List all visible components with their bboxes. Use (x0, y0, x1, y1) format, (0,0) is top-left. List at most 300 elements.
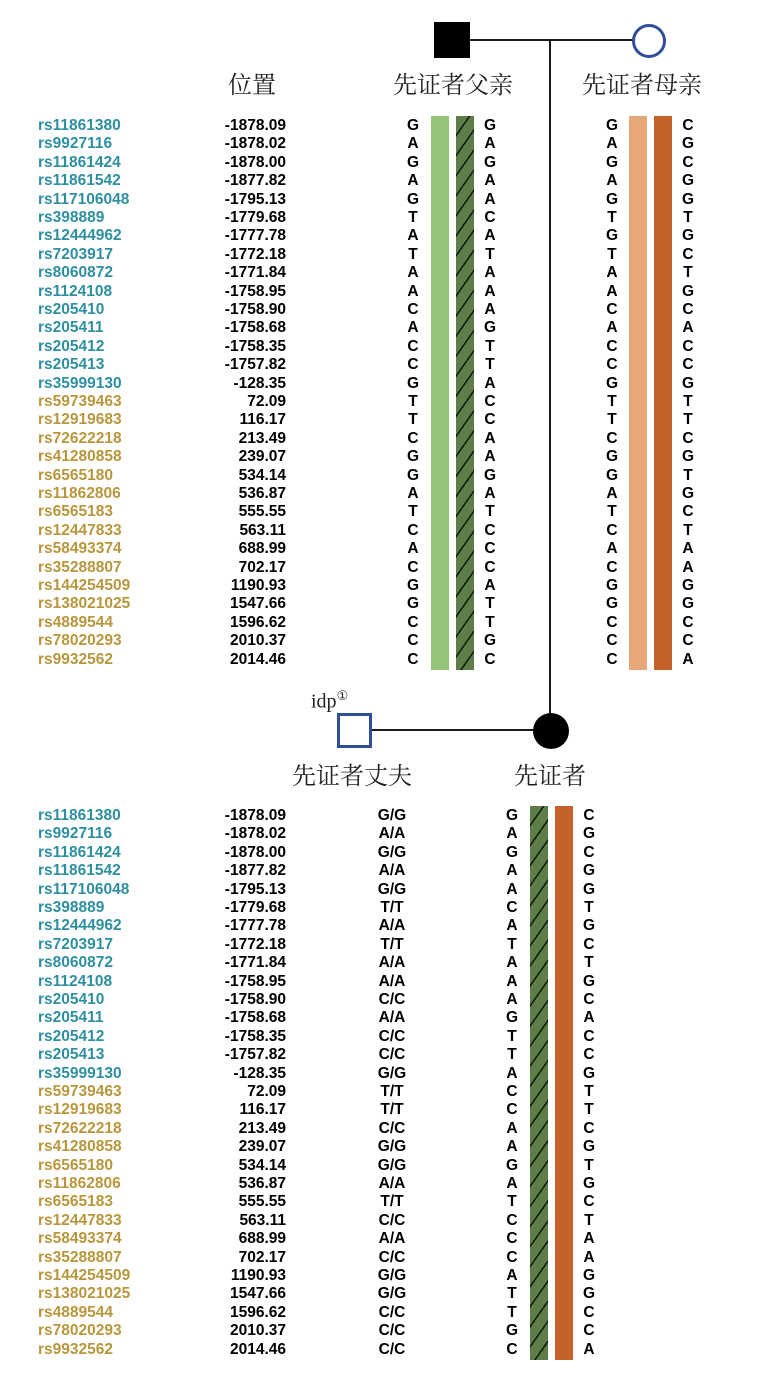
position-value: 688.99 (238, 1230, 286, 1248)
mother-allele-1: C (606, 521, 618, 539)
table-row (0, 844, 760, 862)
position-value: -1758.35 (224, 337, 286, 355)
snp-id: rs72622218 (38, 429, 122, 447)
mother-allele-1: G (605, 190, 619, 208)
father-allele-2: A (484, 448, 496, 466)
father-allele-2: A (484, 190, 496, 208)
father-allele-2: G (483, 632, 497, 650)
mother-allele-1: G (605, 117, 619, 134)
position-value: -1757.82 (224, 1046, 286, 1064)
table-row (0, 1009, 760, 1027)
idp-text: idp (311, 690, 337, 713)
position-value: 2014.46 (229, 1340, 286, 1358)
position-value: -1877.82 (224, 172, 286, 190)
father-allele-2: A (484, 485, 496, 502)
father-allele-2: A (484, 577, 496, 594)
father-allele-1: A (407, 227, 419, 245)
position-value: 72.09 (247, 1083, 286, 1100)
proband-allele-2: A (583, 1230, 595, 1248)
husband-genotype: C/C (378, 1046, 406, 1064)
father-allele-1: A (407, 319, 419, 337)
snp-id: rs4889544 (38, 1303, 113, 1321)
position-value: 213.49 (238, 429, 286, 447)
table-row (0, 825, 760, 843)
snp-id: rs138021025 (38, 1285, 131, 1303)
father-allele-1: C (407, 650, 419, 668)
proband-allele-1: C (506, 1083, 518, 1100)
mother-allele-2: T (683, 393, 693, 410)
snp-id: rs72622218 (38, 1119, 122, 1137)
husband-genotype: T/T (380, 1193, 404, 1211)
snp-id: rs205412 (38, 1027, 105, 1045)
position-value: 702.17 (238, 558, 286, 576)
position-value: 116.17 (239, 411, 286, 429)
husband-genotype: A/A (378, 825, 406, 843)
proband-allele-2: G (582, 825, 596, 843)
proband-allele-1: A (506, 1267, 518, 1284)
father-allele-1: G (406, 153, 420, 171)
snp-id: rs41280858 (38, 448, 122, 466)
husband-genotype: T/T (380, 1083, 404, 1100)
mother-symbol (632, 24, 666, 58)
table-row (0, 881, 760, 899)
husband-genotype: G/G (377, 1138, 407, 1156)
proband-allele-1: T (507, 1193, 517, 1211)
proband-allele-2: T (584, 954, 594, 972)
proband-allele-1: A (506, 1138, 518, 1156)
proband-allele-2: C (583, 843, 595, 861)
mother-allele-2: A (682, 319, 694, 337)
proband-allele-2: C (583, 935, 595, 953)
proband-header: 先证者 (514, 764, 586, 790)
position-value: 2010.37 (229, 632, 286, 650)
proband-allele-1: A (506, 825, 518, 843)
husband-genotype: G/G (377, 807, 407, 824)
husband-genotype: C/C (378, 1303, 406, 1321)
table-row (0, 1322, 760, 1340)
snp-id: rs11861542 (38, 172, 121, 190)
position-value: -1878.02 (224, 825, 286, 843)
snp-id: rs59739463 (38, 393, 122, 410)
proband-allele-1: A (506, 991, 518, 1008)
snp-id: rs205410 (38, 301, 105, 318)
snp-id: rs205413 (38, 356, 105, 374)
husband-genotype: G/G (377, 843, 407, 861)
father-allele-1: T (408, 245, 418, 263)
proband-allele-1: G (505, 807, 519, 824)
proband-allele-2: G (582, 1285, 596, 1303)
father-allele-2: G (483, 117, 497, 134)
snp-id: rs205412 (38, 337, 105, 355)
snp-id: rs205410 (38, 991, 105, 1008)
mother-allele-2: G (681, 227, 695, 245)
father-allele-1: G (406, 466, 420, 484)
father-allele-1: C (407, 429, 419, 447)
table-row (0, 356, 760, 374)
mother-allele-1: A (606, 282, 618, 300)
mother-allele-1: A (606, 135, 618, 153)
husband-genotype: A/A (378, 862, 406, 880)
husband-header: 先证者丈夫 (292, 764, 412, 790)
husband-genotype: T/T (380, 1101, 404, 1119)
position-value: 702.17 (238, 1248, 286, 1266)
snp-id: rs78020293 (38, 1322, 122, 1340)
mother-allele-1: C (606, 558, 618, 576)
mother-allele-2: G (681, 448, 695, 466)
snp-id: rs35999130 (38, 374, 122, 392)
table-row (0, 1212, 760, 1230)
father-allele-1: C (407, 613, 419, 631)
snp-id: rs58493374 (38, 540, 122, 558)
proband-allele-2: G (582, 972, 596, 990)
table-row (0, 172, 760, 190)
snp-id: rs11861380 (38, 807, 121, 824)
table-row (0, 1230, 760, 1248)
father-allele-2: A (484, 301, 496, 318)
position-value: 555.55 (238, 1193, 286, 1211)
table-row (0, 430, 760, 448)
snp-id: rs205413 (38, 1046, 105, 1064)
table-row (0, 1083, 760, 1101)
proband-allele-2: C (583, 1119, 595, 1137)
mother-allele-1: T (607, 245, 617, 263)
snp-id: rs8060872 (38, 264, 113, 282)
mother-allele-1: A (606, 264, 618, 282)
mother-allele-2: G (681, 577, 695, 594)
mother-allele-1: G (605, 595, 619, 613)
mother-allele-2: C (682, 613, 694, 631)
proband-symbol (533, 713, 569, 749)
position-value: -1771.84 (224, 954, 286, 972)
husband-genotype: G/G (377, 1267, 407, 1284)
mother-allele-1: A (606, 172, 618, 190)
mother-allele-2: T (683, 466, 693, 484)
proband-allele-2: C (583, 1322, 595, 1340)
snp-id: rs6565180 (38, 466, 113, 484)
proband-allele-2: C (583, 1046, 595, 1064)
position-value: 1190.93 (230, 577, 286, 594)
table-row (0, 338, 760, 356)
father-allele-2: T (485, 356, 495, 374)
father-allele-2: T (485, 337, 495, 355)
position-value: -1758.68 (224, 319, 286, 337)
position-value: -1758.68 (224, 1009, 286, 1027)
position-value: -1878.00 (224, 843, 286, 861)
idp-label (311, 688, 348, 714)
table-row (0, 117, 760, 135)
father-allele-2: G (483, 319, 497, 337)
mother-allele-2: C (682, 245, 694, 263)
proband-allele-2: C (583, 991, 595, 1008)
mother-allele-2: C (682, 153, 694, 171)
snp-id: rs7203917 (38, 245, 113, 263)
table-row (0, 632, 760, 650)
table-row (0, 577, 760, 595)
snp-id: rs6565183 (38, 503, 113, 521)
table-row (0, 1028, 760, 1046)
father-allele-2: A (484, 227, 496, 245)
snp-id: rs59739463 (38, 1083, 122, 1100)
proband-allele-2: T (584, 1211, 594, 1229)
position-value: -1758.35 (224, 1027, 286, 1045)
table-row (0, 246, 760, 264)
mother-allele-2: C (682, 503, 694, 521)
table-row (0, 209, 760, 227)
father-allele-2: T (485, 595, 495, 613)
husband-genotype: C/C (378, 1322, 406, 1340)
table-row (0, 807, 760, 825)
snp-id: rs1124108 (38, 282, 113, 300)
proband-allele-2: C (583, 807, 595, 824)
position-value: -1772.18 (224, 245, 286, 263)
mother-allele-1: A (606, 319, 618, 337)
mother-header: 先证者母亲 (582, 73, 702, 99)
snp-id: rs6565183 (38, 1193, 113, 1211)
father-allele-1: A (407, 540, 419, 558)
mother-allele-1: T (607, 503, 617, 521)
father-allele-1: A (407, 135, 419, 153)
position-value: -1878.09 (224, 117, 286, 134)
husband-genotype: C/C (378, 1119, 406, 1137)
father-allele-1: G (406, 577, 420, 594)
table-row (0, 522, 760, 540)
position-value: -1795.13 (224, 880, 286, 898)
table-row (0, 954, 760, 972)
proband-allele-2: G (582, 880, 596, 898)
proband-allele-2: A (583, 1248, 595, 1266)
table-row (0, 264, 760, 282)
father-allele-1: C (407, 558, 419, 576)
table-row (0, 227, 760, 245)
mother-allele-2: C (682, 301, 694, 318)
father-allele-2: A (484, 374, 496, 392)
father-allele-2: C (484, 411, 496, 429)
mother-allele-2: G (681, 374, 695, 392)
snp-id: rs4889544 (38, 613, 113, 631)
position-value: 1547.66 (229, 595, 286, 613)
proband-allele-1: T (507, 1027, 517, 1045)
position-value: 239.07 (238, 448, 286, 466)
table-row (0, 135, 760, 153)
mother-allele-2: A (682, 558, 694, 576)
proband-allele-1: C (506, 1248, 518, 1266)
snp-id: rs6565180 (38, 1156, 113, 1174)
position-value: -1772.18 (224, 935, 286, 953)
mother-allele-2: G (681, 190, 695, 208)
table-row (0, 1304, 760, 1322)
position-value: 555.55 (238, 503, 286, 521)
father-allele-2: A (484, 429, 496, 447)
parents-marriage-line (470, 39, 634, 41)
mother-allele-1: T (607, 209, 617, 226)
father-allele-1: C (407, 301, 419, 318)
snp-id: rs12444962 (38, 917, 122, 935)
father-allele-1: T (408, 503, 418, 521)
proband-allele-2: G (582, 862, 596, 880)
snp-id: rs35288807 (38, 558, 122, 576)
mother-allele-1: G (605, 374, 619, 392)
snp-id: rs12919683 (38, 411, 122, 429)
table-row (0, 540, 760, 558)
proband-allele-2: C (583, 1303, 595, 1321)
snp-id: rs205411 (38, 1009, 104, 1027)
snp-id: rs144254509 (38, 1267, 131, 1284)
position-value: -1777.78 (224, 227, 286, 245)
position-value: 534.14 (238, 466, 286, 484)
snp-id: rs205411 (38, 319, 104, 337)
table-row (0, 651, 760, 669)
position-value: -1878.09 (224, 807, 286, 824)
idp-footnote-marker: ① (336, 688, 349, 703)
position-value: -1878.00 (224, 153, 286, 171)
father-allele-1: G (406, 374, 420, 392)
mother-allele-2: T (683, 264, 693, 282)
proband-allele-2: T (584, 899, 594, 916)
mother-allele-1: G (605, 466, 619, 484)
position-value: -1757.82 (224, 356, 286, 374)
father-allele-1: G (406, 448, 420, 466)
father-allele-1: T (408, 393, 418, 410)
father-header: 先证者父亲 (393, 73, 513, 99)
table-row (0, 154, 760, 172)
father-allele-1: G (406, 595, 420, 613)
proband-allele-2: A (583, 1340, 595, 1358)
table-row (0, 1046, 760, 1064)
table-row (0, 393, 760, 411)
table-row (0, 1175, 760, 1193)
position-value: -1878.02 (224, 135, 286, 153)
mother-allele-1: T (607, 411, 617, 429)
husband-genotype: C/C (378, 1211, 406, 1229)
husband-genotype: C/C (378, 991, 406, 1008)
father-allele-1: T (408, 209, 418, 226)
mother-allele-2: G (681, 595, 695, 613)
snp-id: rs11861542 (38, 862, 121, 880)
table-row (0, 1341, 760, 1359)
mother-allele-2: T (683, 411, 693, 429)
position-value: 563.11 (239, 521, 286, 539)
table-row (0, 375, 760, 393)
proband-allele-1: T (507, 1285, 517, 1303)
position-value: -1771.84 (224, 264, 286, 282)
father-allele-2: C (484, 540, 496, 558)
table-row (0, 1065, 760, 1083)
position-value: -128.35 (233, 374, 286, 392)
father-allele-1: C (407, 356, 419, 374)
snp-id: rs9932562 (38, 1340, 113, 1358)
table-row (0, 191, 760, 209)
table-row (0, 467, 760, 485)
snp-id: rs41280858 (38, 1138, 122, 1156)
proband-allele-1: C (506, 1101, 518, 1119)
father-allele-1: A (407, 485, 419, 502)
father-allele-2: C (484, 209, 496, 226)
mother-allele-1: A (606, 485, 618, 502)
position-value: -1877.82 (224, 862, 286, 880)
position-value: 1190.93 (230, 1267, 286, 1284)
proband-allele-1: G (505, 1322, 519, 1340)
mother-allele-1: C (606, 632, 618, 650)
table-row (0, 1285, 760, 1303)
snp-id: rs1124108 (38, 972, 113, 990)
husband-genotype: G/G (377, 1064, 407, 1082)
position-value: -128.35 (233, 1064, 286, 1082)
mother-allele-1: C (606, 613, 618, 631)
proband-allele-2: A (583, 1009, 595, 1027)
position-value: 1547.66 (229, 1285, 286, 1303)
father-allele-2: C (484, 393, 496, 410)
position-value: 536.87 (238, 485, 286, 502)
position-value: 534.14 (238, 1156, 286, 1174)
husband-genotype: G/G (377, 880, 407, 898)
position-value: -1758.95 (224, 972, 286, 990)
proband-allele-2: T (584, 1101, 594, 1119)
husband-genotype: T/T (380, 899, 404, 916)
mother-allele-1: C (606, 301, 618, 318)
mother-allele-2: C (682, 117, 694, 134)
mother-allele-2: C (682, 429, 694, 447)
table-row (0, 283, 760, 301)
mother-allele-1: G (605, 153, 619, 171)
mother-allele-2: G (681, 282, 695, 300)
father-allele-2: G (483, 466, 497, 484)
proband-allele-1: G (505, 1009, 519, 1027)
table-row (0, 448, 760, 466)
proband-allele-1: A (506, 880, 518, 898)
position-value: 688.99 (238, 540, 286, 558)
snp-id: rs8060872 (38, 954, 113, 972)
proband-allele-1: T (507, 935, 517, 953)
father-allele-2: C (484, 521, 496, 539)
husband-genotype: C/C (378, 1248, 406, 1266)
snp-id: rs35288807 (38, 1248, 122, 1266)
mother-allele-1: C (606, 429, 618, 447)
husband-genotype: A/A (378, 1175, 406, 1192)
father-allele-1: A (407, 264, 419, 282)
proband-allele-2: T (584, 1083, 594, 1100)
proband-allele-2: G (582, 1175, 596, 1192)
table-row (0, 936, 760, 954)
table-row (0, 1157, 760, 1175)
husband-genotype: G/G (377, 1285, 407, 1303)
position-header: 位置 (228, 73, 276, 99)
position-value: -1758.90 (224, 301, 286, 318)
mother-allele-1: G (605, 448, 619, 466)
snp-id: rs12447833 (38, 1211, 122, 1229)
father-allele-2: C (484, 650, 496, 668)
father-symbol (434, 22, 470, 58)
table-row (0, 1267, 760, 1285)
proband-allele-2: T (584, 1156, 594, 1174)
snp-id: rs12447833 (38, 521, 122, 539)
table-row (0, 991, 760, 1009)
proband-allele-1: T (507, 1303, 517, 1321)
husband-genotype: A/A (378, 1009, 406, 1027)
father-allele-2: C (484, 558, 496, 576)
snp-id: rs12444962 (38, 227, 122, 245)
father-allele-2: A (484, 135, 496, 153)
table-row (0, 595, 760, 613)
father-allele-2: G (483, 153, 497, 171)
father-allele-1: T (408, 411, 418, 429)
husband-genotype: T/T (380, 935, 404, 953)
proband-allele-2: G (582, 917, 596, 935)
mother-allele-1: C (606, 337, 618, 355)
proband-allele-2: C (583, 1027, 595, 1045)
proband-allele-2: G (582, 1267, 596, 1284)
snp-id: rs11861380 (38, 117, 121, 134)
table-row (0, 319, 760, 337)
